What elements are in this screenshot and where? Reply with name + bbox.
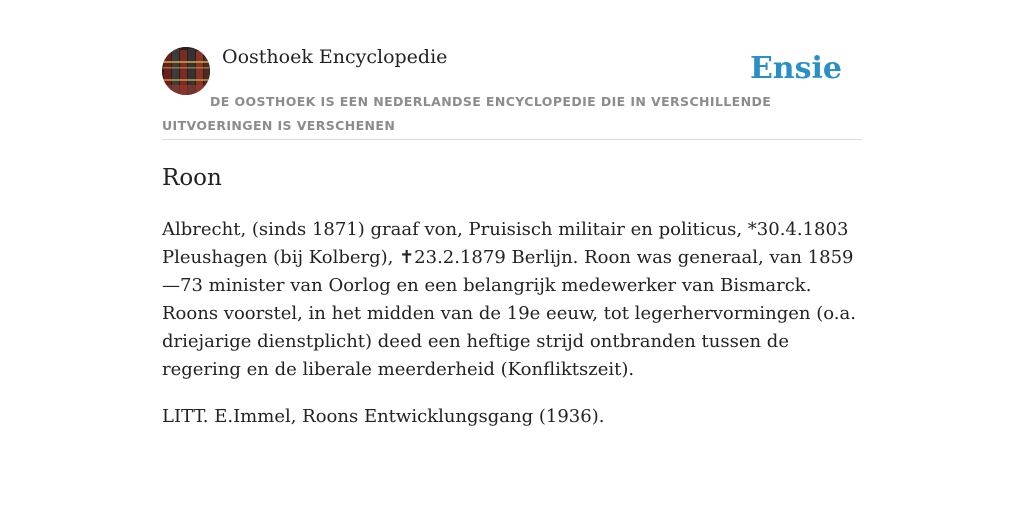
article-paragraph: Albrecht, (sinds 1871) graaf von, Pruisisch militair en politicus, *30.4.1803 Pleushagen (bij Kolberg), ✝23.2.1879 Berlijn. Roon was generaal, van 1859—73 minister van Oorlog en een belangrijk medewerker van Bismarck. Roons voorstel, in het midden van de 19e eeuw, tot legerhervormingen (o.a. driejarige dienstplicht) deed een heftige strijd ontbranden tussen de regering en de liberale meerderheid (Konfliktszeit). [162,219,856,380]
ensie-brand-link[interactable]: Ensie [749,51,842,86]
site-avatar[interactable] [162,47,210,95]
site-header [162,0,862,140]
article-literature: LITT. E.Immel, Roons Entwicklungsgang (1936). [162,406,605,427]
site-tagline: DE OOSTHOEK IS EEN NEDERLANDSE ENCYCLOPEDIE DIE IN VERSCHILLENDE UITVOERINGEN IS VERSCHENEN [162,94,772,133]
article-title: Roon [162,165,222,191]
encyclopedia-books-icon [162,47,210,95]
page-container [162,0,862,427]
site-title-link[interactable]: Oosthoek Encyclopedie [222,46,448,68]
article-body [162,216,862,450]
